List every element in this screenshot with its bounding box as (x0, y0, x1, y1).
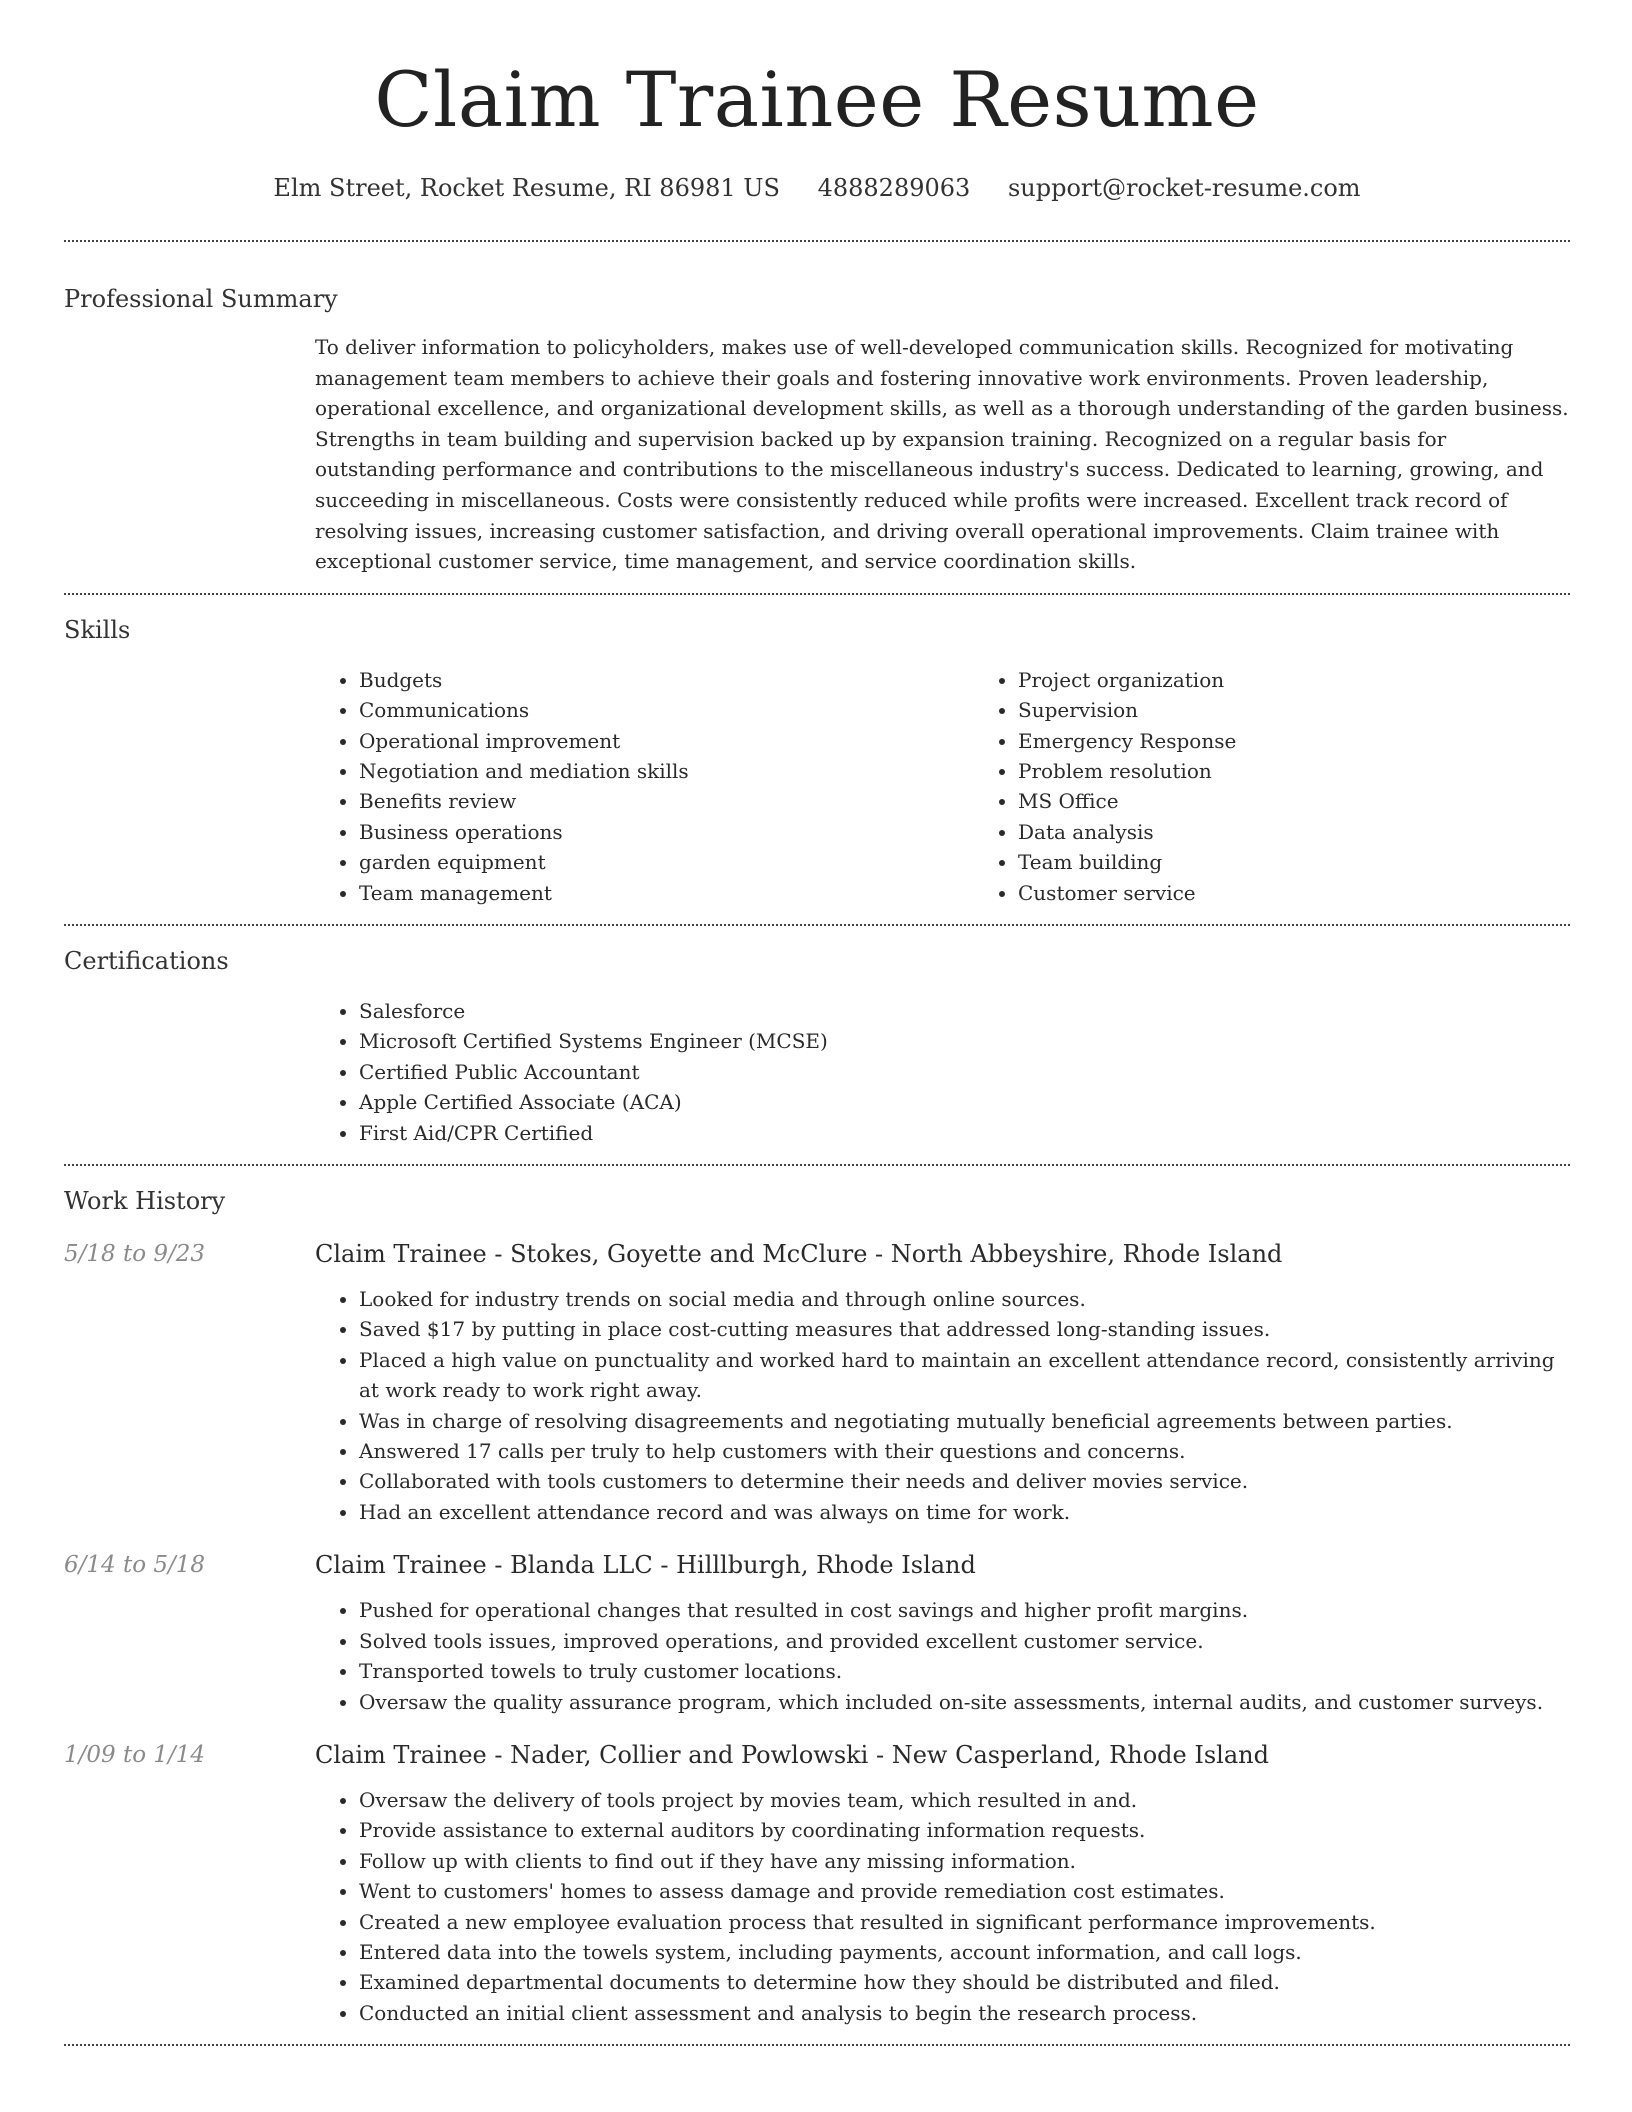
list-item: • Team building (1018, 847, 1632, 877)
skills-columns (315, 665, 1570, 908)
list-item: • Customer service (1018, 878, 1632, 908)
list-item: • Microsoft Certified Systems Engineer (MCSE) (359, 1026, 1570, 1056)
list-item: • Saved $17 by putting in place cost-cutting measures that addressed long-standing issues. (359, 1314, 1570, 1344)
contact-phone: 4888289063 (817, 174, 971, 202)
list-item: • Oversaw the delivery of tools project by movies team, which resulted in and. (359, 1785, 1570, 1815)
list-item: • Was in charge of resolving disagreements and negotiating mutually beneficial agreements between parties. (359, 1406, 1570, 1436)
list-item: • Solved tools issues, improved operations, and provided excellent customer service. (359, 1626, 1570, 1656)
job-dates: 6/14 to 5/18 (64, 1552, 206, 1579)
list-item: • Budgets (359, 665, 974, 695)
job-details (315, 1737, 1570, 2028)
section-title-summary: Professional Summary (64, 285, 338, 313)
list-item: • Oversaw the quality assurance program, which included on-site assessments, internal audits, and customer surveys. (359, 1687, 1570, 1717)
list-item: • Apple Certified Associate (ACA) (359, 1087, 1570, 1117)
skills-body (315, 665, 1570, 908)
list-item: • Examined departmental documents to determine how they should be distributed and filed. (359, 1967, 1570, 1997)
list-item: • Team management (359, 878, 974, 908)
list-item: • garden equipment (359, 847, 974, 877)
job-title: Claim Trainee - Stokes, Goyette and McClure - North Abbeyshire, Rhode Island (315, 1240, 1283, 1269)
job-entry (64, 1236, 1570, 1527)
summary-body (315, 332, 1570, 577)
job-details (315, 1236, 1570, 1527)
list-item: • Pushed for operational changes that resulted in cost savings and higher profit margins. (359, 1595, 1570, 1625)
list-item: • Benefits review (359, 786, 974, 816)
list-item: • Looked for industry trends on social media and through online sources. (359, 1284, 1570, 1314)
job-dates: 5/18 to 9/23 (64, 1241, 206, 1268)
section-skills (64, 595, 1570, 924)
list-item: • First Aid/CPR Certified (359, 1118, 1570, 1148)
list-item: • Project organization (1018, 665, 1632, 695)
list-item: • Business operations (359, 817, 974, 847)
job-title: Claim Trainee - Blanda LLC - Hilllburgh, Rhode Island (315, 1551, 976, 1580)
list-item: • Negotiation and mediation skills (359, 756, 974, 786)
divider (64, 2044, 1570, 2046)
list-item: • Operational improvement (359, 726, 974, 756)
list-item: • Supervision (1018, 695, 1632, 725)
list-item: • Conducted an initial client assessment and analysis to begin the research process. (359, 1998, 1570, 2028)
list-item: • Created a new employee evaluation process that resulted in significant performance improvements. (359, 1907, 1570, 1937)
list-item: • Had an excellent attendance record and was always on time for work. (359, 1497, 1570, 1527)
contact-line (64, 170, 1570, 206)
list-item: • MS Office (1018, 786, 1632, 816)
certifications-body (315, 996, 1570, 1148)
job-bullets (315, 1595, 1570, 1717)
list-item: • Problem resolution (1018, 756, 1632, 786)
section-professional-summary (64, 242, 1570, 593)
section-title-work-history: Work History (64, 1187, 226, 1216)
list-item: • Transported towels to truly customer locations. (359, 1656, 1570, 1686)
job-title: Claim Trainee - Nader, Collier and Powlowski - New Casperland, Rhode Island (315, 1740, 1269, 1769)
list-item: • Data analysis (1018, 817, 1632, 847)
job-details (315, 1547, 1570, 1717)
list-item: • Emergency Response (1018, 726, 1632, 756)
section-work-history (64, 1166, 1570, 2044)
resume-title: Claim Trainee Resume (374, 55, 1260, 144)
resume-page (64, 0, 1570, 2046)
skills-list-right (974, 665, 1632, 908)
job-entry (64, 1737, 1570, 2028)
work-history-jobs (64, 1236, 1570, 2028)
list-item: • Salesforce (359, 996, 1570, 1026)
list-item: • Provide assistance to external auditors by coordinating information requests. (359, 1815, 1570, 1845)
list-item: • Went to customers' homes to assess damage and provide remediation cost estimates. (359, 1876, 1570, 1906)
section-title-skills: Skills (64, 615, 131, 644)
job-bullets (315, 1284, 1570, 1527)
certifications-list (315, 996, 1570, 1148)
list-item: • Answered 17 calls per truly to help customers with their questions and concerns. (359, 1436, 1570, 1466)
list-item: • Communications (359, 695, 974, 725)
list-item: • Placed a high value on punctuality and worked hard to maintain an excellent attendance record, consistently arriving at work ready to work right away. (359, 1345, 1570, 1406)
contact-address: Elm Street, Rocket Resume, RI 86981 US (273, 174, 780, 202)
job-bullets (315, 1785, 1570, 2028)
section-title-certifications: Certifications (64, 947, 229, 975)
job-entry (64, 1547, 1570, 1717)
section-certifications (64, 926, 1570, 1164)
list-item: • Entered data into the towels system, including payments, account information, and call logs. (359, 1937, 1570, 1967)
summary-text: To deliver information to policyholders, makes use of well-developed communication skills. Recognized for motivating management team members to achieve their goals and fostering innovative work environments. Proven leadership, operational excellence, and organizational development skills, as well as a thorough understanding of the garden business. Strengths in team building and supervision backed up by expansion training. Recognized on a regular basis for outstanding performance and contributions to the miscellaneous industry's success. Dedicated to learning, growing, and succeeding in miscellaneous. Costs were consistently reduced while profits were increased. Excellent track record of resolving issues, increasing customer satisfaction, and driving overall operational improvements. Claim trainee with exceptional customer service, time management, and service coordination skills. (315, 335, 1569, 574)
list-item: • Collaborated with tools customers to determine their needs and deliver movies service. (359, 1466, 1570, 1496)
list-item: • Certified Public Accountant (359, 1057, 1570, 1087)
contact-email: support@rocket-resume.com (1007, 174, 1361, 202)
skills-list-left (315, 665, 974, 908)
resume-header (64, 0, 1570, 206)
job-dates: 1/09 to 1/14 (64, 1741, 206, 1768)
list-item: • Follow up with clients to find out if they have any missing information. (359, 1846, 1570, 1876)
